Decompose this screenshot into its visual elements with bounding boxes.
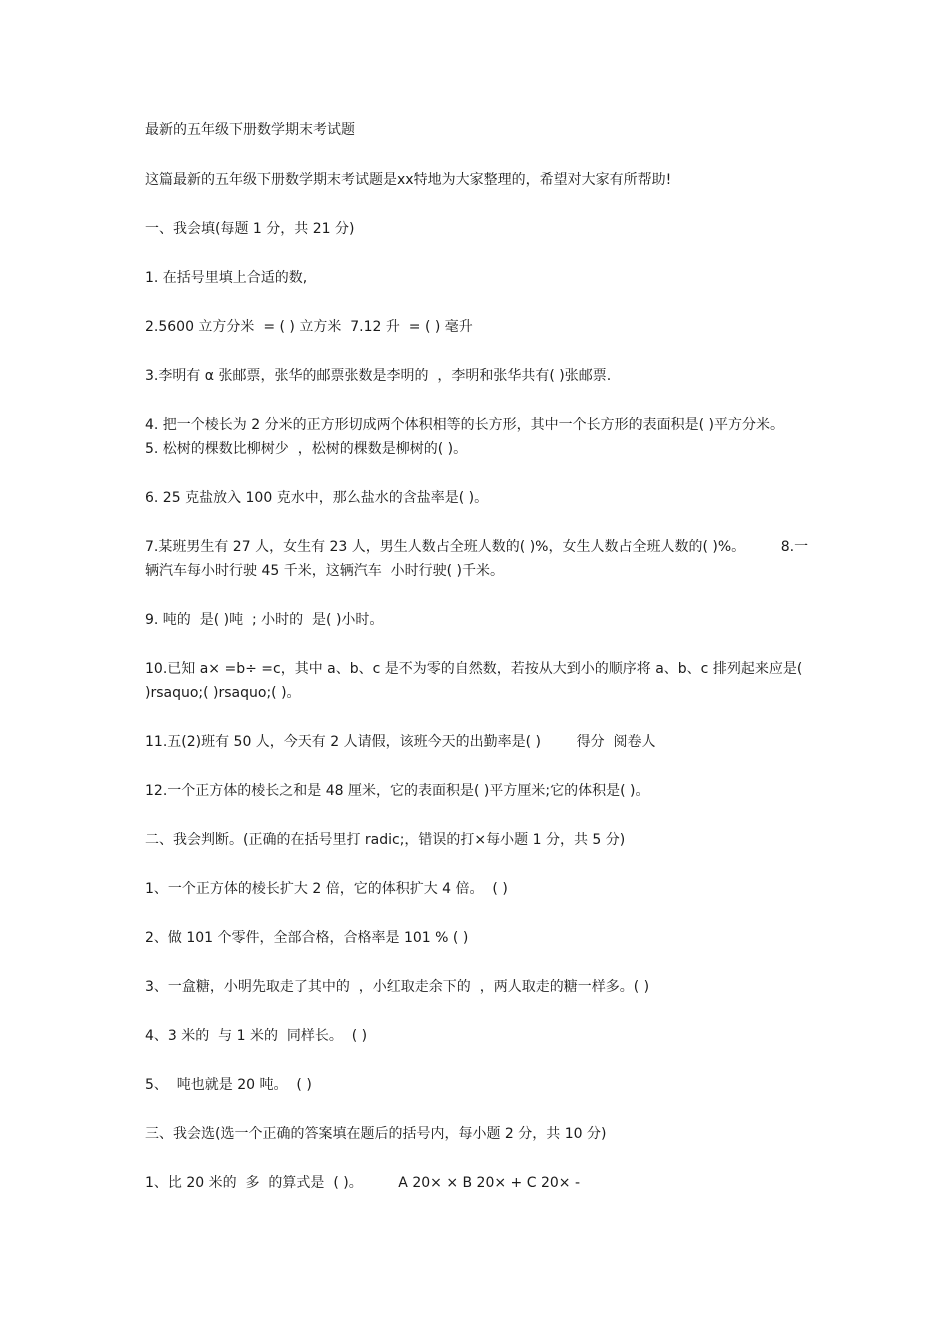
question-paragraph: 4、3 米的 与 1 米的 同样长。 ( ) xyxy=(145,1028,368,1044)
section-heading-choose: 三、我会选(选一个正确的答案填在题后的括号内，每小题 2 分，共 10 分) xyxy=(145,1126,607,1142)
question-paragraph: 12.一个正方体的棱长之和是 48 厘米，它的表面积是( )平方厘米;它的体积是( )。 xyxy=(145,783,650,799)
document-body xyxy=(145,118,820,1220)
question-paragraph: 2.5600 立方分米 = ( ) 立方米 7.12 升 = ( ) 毫升 xyxy=(145,319,473,335)
question-paragraph: 7.某班男生有 27 人，女生有 23 人，男生人数占全班人数的( )%，女生人数占全班人数的( )%。 8.一辆汽车每小时行驶 45 千米，这辆汽车 小时行驶( )千米。 xyxy=(145,539,809,579)
question-paragraph: 2、做 101 个零件，全部合格，合格率是 101 % ( ) xyxy=(145,930,469,946)
question-paragraph: 5、 吨也就是 20 吨。 ( ) xyxy=(145,1077,312,1093)
question-paragraph: 11.五(2)班有 50 人，今天有 2 人请假，该班今天的出勤率是( ) 得分 阅卷人 xyxy=(145,734,656,750)
question-paragraph: 3、一盒糖，小明先取走了其中的 ，小红取走余下的 ，两人取走的糖一样多。( ) xyxy=(145,979,650,995)
question-paragraph: 1. 在括号里填上合适的数, xyxy=(145,270,308,286)
question-paragraph: 10.已知 a× =b÷ =c，其中 a、b、c 是不为零的自然数，若按从大到小的顺序将 a、b、c 排列起来应是( )rsaquo;( )rsaquo;( )。 xyxy=(145,661,807,701)
question-paragraph: 6. 25 克盐放入 100 克水中，那么盐水的含盐率是( )。 xyxy=(145,490,489,506)
question-paragraph: 4. 把一个棱长为 2 分米的正方形切成两个体积相等的长方形，其中一个长方形的表面积是( )平方分米。 5. 松树的棵数比柳树少 ，松树的棵数是柳树的( )。 xyxy=(145,417,820,457)
question-paragraph: 3.李明有 α 张邮票，张华的邮票张数是李明的 ，李明和张华共有( )张邮票. xyxy=(145,368,612,384)
document-title: 最新的五年级下册数学期末考试题 xyxy=(145,122,355,138)
intro-paragraph: 这篇最新的五年级下册数学期末考试题是xx特地为大家整理的，希望对大家有所帮助! xyxy=(145,172,672,188)
question-paragraph: 1、一个正方体的棱长扩大 2 倍，它的体积扩大 4 倍。 ( ) xyxy=(145,881,508,897)
section-heading-fill: 一、我会填(每题 1 分，共 21 分) xyxy=(145,221,355,237)
question-paragraph: 1、比 20 米的 多 的算式是 ( )。 A 20× × B 20× + C 20× - xyxy=(145,1175,581,1191)
question-paragraph: 9. 吨的 是( )吨 ; 小时的 是( )小时。 xyxy=(145,612,384,628)
section-heading-judge: 二、我会判断。(正确的在括号里打 radic;，错误的打×每小题 1 分，共 5 分) xyxy=(145,832,626,848)
